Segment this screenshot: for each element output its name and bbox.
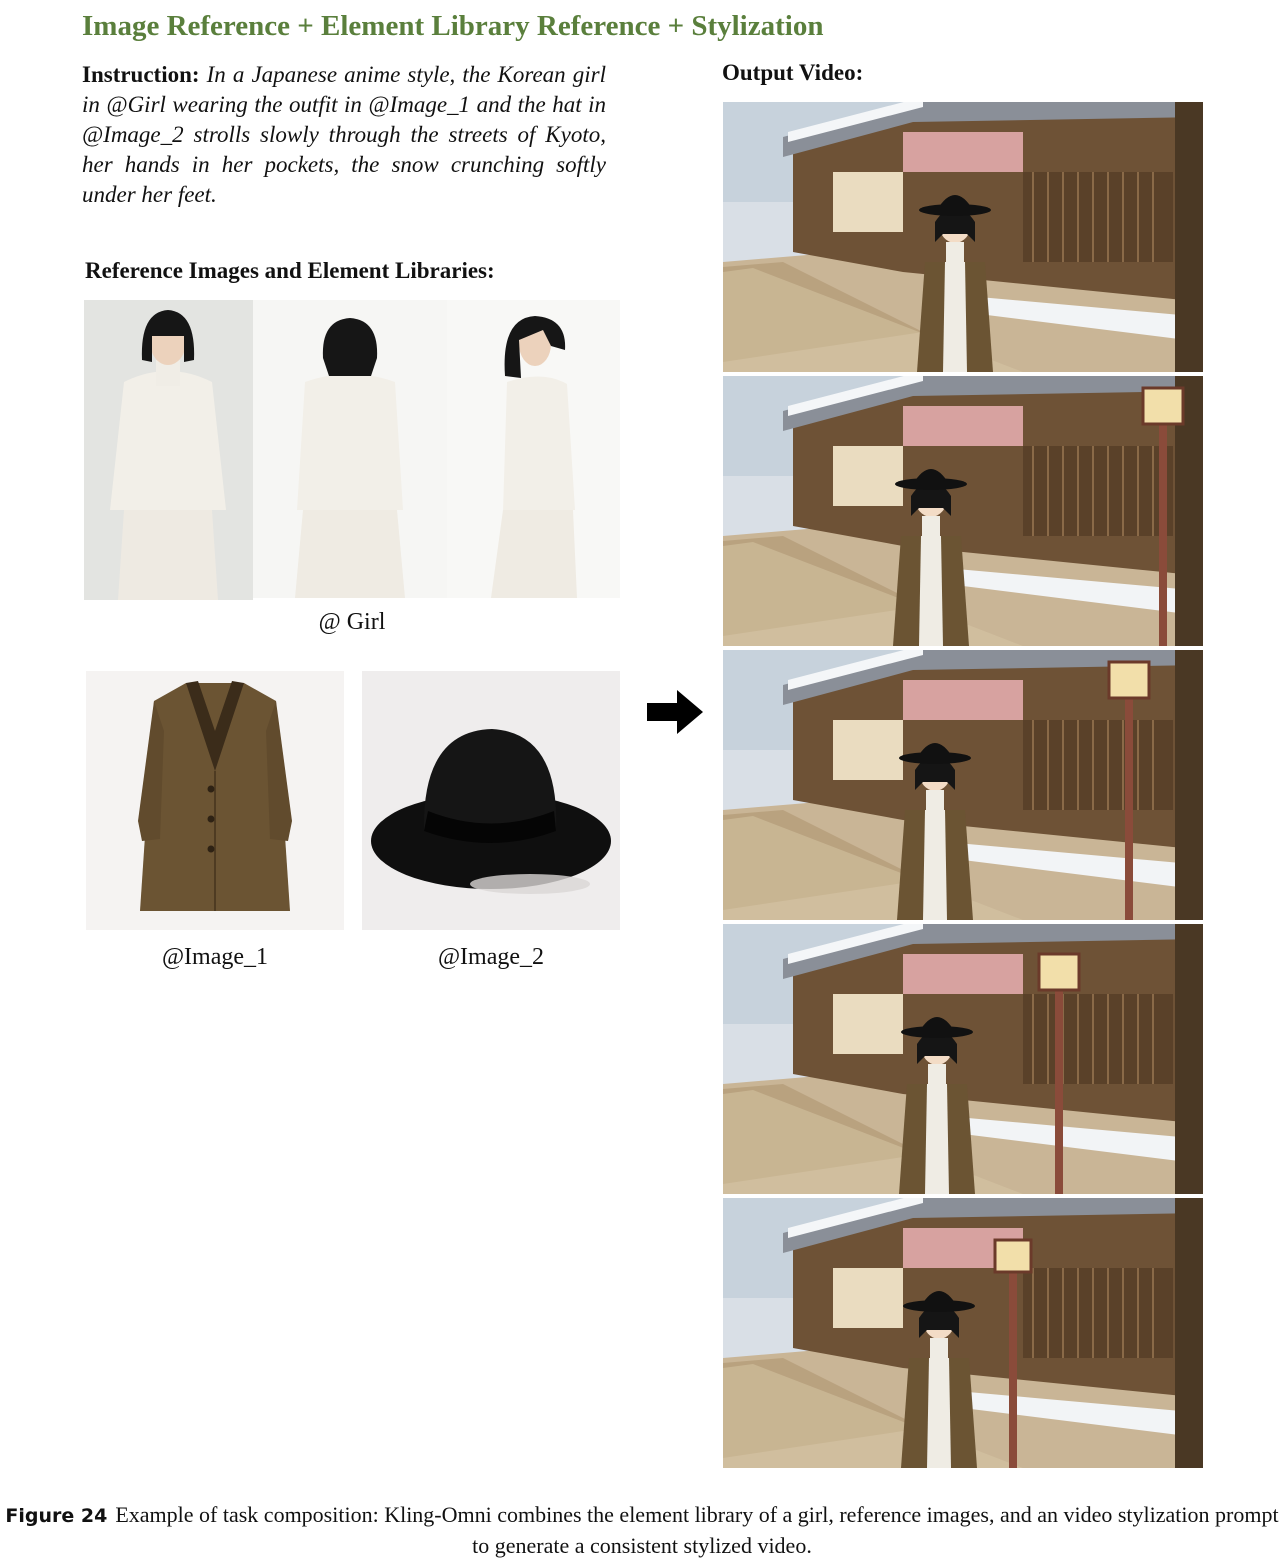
output-heading: Output Video: xyxy=(722,60,864,85)
girl-back-image xyxy=(253,300,447,598)
figure-caption xyxy=(0,1500,1284,1561)
reference-heading: Reference Images and Element Libraries: xyxy=(85,258,495,283)
figure-caption-text: Example of task composition: Kling-Omni combines the element library of a girl, reference images, and an video stylization prompt to generate a consistent stylized video. xyxy=(115,1502,1279,1558)
image2-caption: @Image_2 xyxy=(437,944,545,970)
instruction-block xyxy=(82,60,606,210)
arrow-right-icon xyxy=(647,690,703,734)
output-frame xyxy=(723,376,1203,646)
image1-caption: @Image_1 xyxy=(161,944,269,970)
section-title: Image Reference + Element Library Reference + Stylization xyxy=(82,10,824,42)
coat-reference-image xyxy=(86,671,344,930)
output-frame xyxy=(723,1198,1203,1468)
figure-label: Figure 24 xyxy=(5,1505,108,1527)
instruction-text: In a Japanese anime style, the Korean girl in @Girl wearing the outfit in @Image_1 and the hat in @Image_2 strolls slowly through the streets of Kyoto, her hands in her pockets, the snow crunching softly under her feet. xyxy=(82,62,606,207)
instruction-label: Instruction: xyxy=(82,62,200,87)
girl-caption: @ Girl xyxy=(318,609,386,635)
output-frame xyxy=(723,102,1203,372)
girl-side-image xyxy=(447,300,620,598)
output-frame xyxy=(723,924,1203,1194)
hat-reference-image xyxy=(362,671,620,930)
girl-front-image xyxy=(84,300,253,600)
output-frame xyxy=(723,650,1203,920)
